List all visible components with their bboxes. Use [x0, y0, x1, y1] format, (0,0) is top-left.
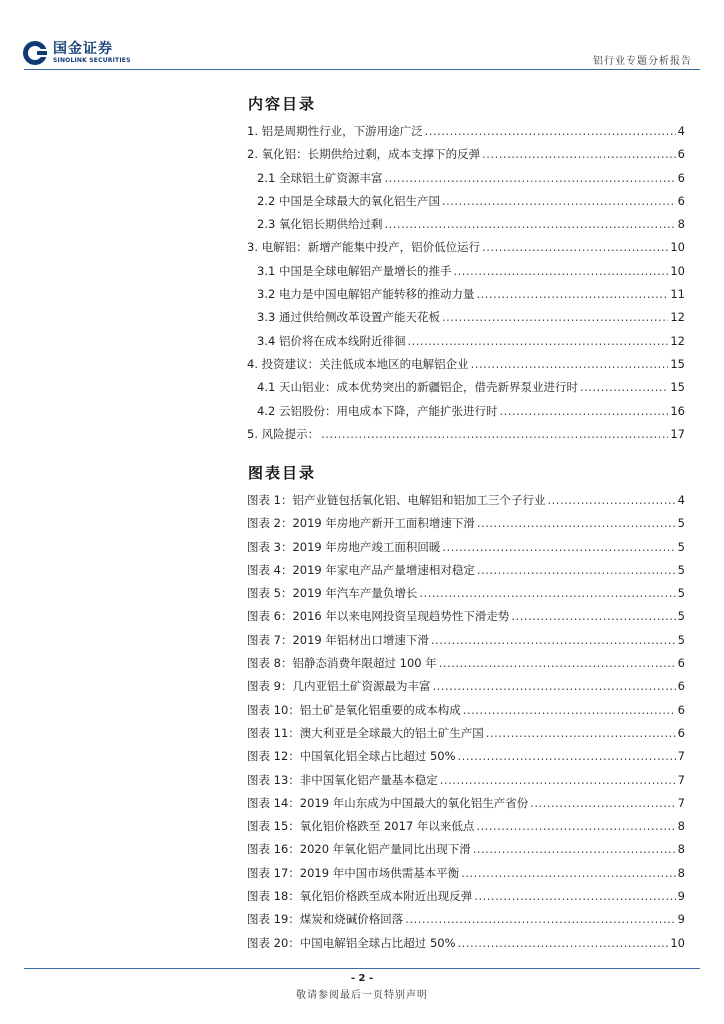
figure-entry-label: 图表 18：氧化铝价格跌至成本附近出现反弹 [247, 889, 473, 904]
figure-entry-page: 7 [677, 772, 685, 787]
contents-entry[interactable] [247, 306, 685, 329]
dot-leader [458, 932, 669, 955]
figure-entry-label: 图表 9：几内亚铝土矿资源最为丰富 [247, 679, 431, 694]
figure-entry-page: 7 [677, 795, 685, 810]
figures-list [247, 489, 685, 955]
figure-entry[interactable] [247, 769, 685, 792]
figure-entry[interactable] [247, 932, 685, 955]
dot-leader [474, 885, 675, 908]
figure-entry-label: 图表 1：铝产业链包括氧化铝、电解铝和铝加工三个子行业 [247, 493, 546, 507]
contents-entry-label: 3.3 通过供给侧改革设置产能天花板 [257, 310, 440, 325]
logo-english-name: SINOLINK SECURITIES [53, 56, 131, 64]
figure-entry[interactable] [247, 559, 685, 582]
dot-leader [442, 190, 676, 213]
contents-entry[interactable] [247, 423, 685, 446]
figure-entry-label: 图表 17：2019 年中国市场供需基本平衡 [247, 865, 460, 880]
figure-entry-label: 图表 16：2020 年氧化铝产量同比出现下滑 [247, 842, 471, 857]
figure-entry-page: 5 [677, 516, 685, 531]
figure-entry-page: 9 [677, 912, 685, 927]
figure-entry-label: 图表 13：非中国氧化铝产量基本稳定 [247, 772, 438, 787]
page-number: - 2 - [350, 973, 374, 984]
figure-entry-page: 10 [670, 935, 685, 950]
contents-entry-label: 3.1 中国是全球电解铝产量增长的推手 [257, 263, 452, 278]
figure-entry-page: 5 [677, 632, 685, 647]
dot-leader [580, 376, 668, 399]
contents-entry-label: 4.1 天山铝业：成本优势突出的新疆铝企，借壳新界泵业进行时 [257, 380, 578, 395]
figure-entry[interactable] [247, 908, 685, 931]
figure-entry-label: 图表 2：2019 年房地产新开工面积增速下滑 [247, 516, 475, 531]
contents-entry-page: 11 [670, 287, 685, 302]
contents-entry-page: 6 [677, 193, 685, 208]
contents-entry-label: 3. 电解铝：新增产能集中投产，铝价低位运行 [247, 240, 481, 255]
figure-entry-page: 7 [677, 749, 685, 764]
contents-list [247, 120, 685, 446]
figure-entry-label: 图表 5：2019 年汽车产量负增长 [247, 586, 418, 601]
contents-entry-page: 10 [670, 240, 685, 255]
figure-entry-label: 图表 15：氧化铝价格跌至 2017 年以来低点 [247, 819, 475, 834]
page-header [0, 0, 724, 80]
figure-entry-page: 6 [677, 702, 685, 717]
contents-entry[interactable] [247, 283, 685, 306]
figure-entry-label: 图表 4：2019 年家电产品产量增速相对稳定 [247, 562, 475, 577]
figure-entry-page: 8 [677, 819, 685, 834]
contents-entry-page: 6 [677, 170, 685, 185]
figure-entry-label: 图表 3：2019 年房地产竣工面积回暖 [247, 539, 441, 554]
dot-leader [440, 769, 676, 792]
dot-leader [530, 792, 675, 815]
dot-leader [471, 353, 669, 376]
contents-entry[interactable] [247, 376, 685, 399]
figure-entry[interactable] [247, 745, 685, 768]
dot-leader [405, 908, 675, 931]
dot-leader [477, 512, 676, 535]
figure-entry-page: 6 [677, 679, 685, 694]
figure-entry-label: 图表 12：中国氧化铝全球占比超过 50% [247, 749, 456, 764]
contents-entry[interactable] [247, 400, 685, 423]
figure-entry[interactable] [247, 629, 685, 652]
figure-entry-label: 图表 7：2019 年铝材出口增速下滑 [247, 632, 429, 647]
figure-entry-page: 9 [677, 889, 685, 904]
dot-leader [473, 838, 676, 861]
dot-leader [463, 699, 676, 722]
dot-leader [476, 815, 675, 838]
figure-entry-label: 图表 8：铝静态消费年限超过 100 年 [247, 656, 437, 671]
dot-leader [442, 536, 675, 559]
contents-entry[interactable] [247, 260, 685, 283]
contents-entry-label: 1. 铝是周期性行业，下游用途广泛 [247, 124, 423, 138]
dot-leader [482, 236, 668, 259]
contents-entry[interactable] [247, 213, 685, 236]
dot-leader [476, 283, 668, 306]
figure-entry-label: 图表 10：铝土矿是氧化铝重要的成本构成 [247, 702, 461, 717]
contents-entry-page: 10 [670, 263, 685, 278]
contents-entry[interactable] [247, 120, 685, 143]
contents-entry-page: 6 [677, 147, 685, 162]
report-title: 铝行业专题分析报告 [593, 56, 692, 67]
figure-entry-label: 图表 19：煤炭和烧碱价格回落 [247, 912, 404, 927]
dot-leader [511, 605, 675, 628]
dot-leader [461, 862, 675, 885]
figure-entry-page: 5 [677, 539, 685, 554]
figure-entry-page: 8 [677, 842, 685, 857]
contents-entry[interactable] [247, 143, 685, 166]
figure-entry-page: 5 [677, 586, 685, 601]
footer-disclaimer: 敬请参阅最后一页特别声明 [296, 990, 428, 1001]
dot-leader [499, 400, 668, 423]
dot-leader [486, 722, 676, 745]
figure-entry-page: 4 [677, 493, 685, 507]
contents-heading: 内容目录 [248, 95, 317, 113]
figure-entry[interactable] [247, 885, 685, 908]
contents-entry-page: 15 [670, 380, 685, 395]
figure-entry-label: 图表 20：中国电解铝全球占比超过 50% [247, 935, 456, 950]
logo-mark-icon [22, 40, 48, 66]
dot-leader [384, 167, 675, 190]
figure-entry[interactable] [247, 699, 685, 722]
logo-chinese-name: 国金证券 [53, 40, 113, 57]
figure-entry[interactable] [247, 652, 685, 675]
contents-entry-page: 4 [677, 124, 685, 138]
contents-entry-label: 4.2 云铝股份：用电成本下降，产能扩张进行时 [257, 403, 498, 418]
contents-entry-label: 3.2 电力是中国电解铝产能转移的推动力量 [257, 287, 475, 302]
figure-entry[interactable] [247, 582, 685, 605]
figure-entry[interactable] [247, 489, 685, 512]
contents-entry-label: 2.2 中国是全球最大的氧化铝生产国 [257, 193, 440, 208]
figure-entry-page: 6 [677, 725, 685, 740]
dot-leader [432, 675, 675, 698]
contents-entry-page: 15 [670, 356, 685, 371]
contents-entry-label: 4. 投资建议：关注低成本地区的电解铝企业 [247, 356, 469, 371]
figure-entry-label: 图表 14：2019 年山东成为中国最大的氧化铝生产省份 [247, 795, 529, 810]
dot-leader [477, 559, 676, 582]
contents-entry-label: 2.3 氧化铝长期供给过剩 [257, 217, 383, 232]
dot-leader [547, 489, 675, 512]
dot-leader [439, 652, 676, 675]
figure-entry[interactable] [247, 862, 685, 885]
figure-entry-page: 5 [677, 562, 685, 577]
contents-entry[interactable] [247, 353, 685, 376]
figure-entry-label: 图表 6：2016 年以来电网投资呈现趋势性下滑走势 [247, 609, 510, 624]
figure-entry-label: 图表 11：澳大利亚是全球最大的铝土矿生产国 [247, 725, 484, 740]
figure-entry-page: 5 [677, 609, 685, 624]
dot-leader [384, 213, 675, 236]
footer-divider [24, 968, 700, 969]
contents-entry-label: 2.1 全球铝土矿资源丰富 [257, 170, 383, 185]
figure-entry[interactable] [247, 512, 685, 535]
dot-leader [419, 582, 675, 605]
dot-leader [442, 306, 668, 329]
contents-entry-page: 12 [670, 310, 685, 325]
contents-entry-page: 12 [670, 333, 685, 348]
figure-entry[interactable] [247, 675, 685, 698]
contents-entry[interactable] [247, 190, 685, 213]
contents-entry-label: 2. 氧化铝：长期供给过剩，成本支撑下的反弹 [247, 147, 481, 162]
dot-leader [453, 260, 668, 283]
figure-entry[interactable] [247, 792, 685, 815]
figures-heading: 图表目录 [248, 464, 317, 482]
contents-entry-page: 16 [670, 403, 685, 418]
figure-entry[interactable] [247, 605, 685, 628]
figure-entry[interactable] [247, 838, 685, 861]
dot-leader [431, 629, 676, 652]
contents-entry-page: 17 [670, 426, 685, 441]
contents-entry[interactable] [247, 236, 685, 259]
dot-leader [425, 120, 676, 143]
dot-leader [458, 745, 676, 768]
figure-entry[interactable] [247, 815, 685, 838]
contents-entry-label: 3.4 铝价将在成本线附近徘徊 [257, 333, 406, 348]
contents-entry[interactable] [247, 330, 685, 353]
figure-entry-page: 6 [677, 656, 685, 671]
company-logo [22, 40, 131, 66]
figure-entry[interactable] [247, 722, 685, 745]
header-divider [24, 69, 700, 70]
contents-entry-page: 8 [677, 217, 685, 232]
dot-leader [321, 423, 668, 446]
dot-leader [407, 330, 668, 353]
figure-entry[interactable] [247, 536, 685, 559]
contents-entry-label: 5. 风险提示： [247, 426, 320, 441]
dot-leader [482, 143, 676, 166]
figure-entry-page: 8 [677, 865, 685, 880]
contents-entry[interactable] [247, 167, 685, 190]
